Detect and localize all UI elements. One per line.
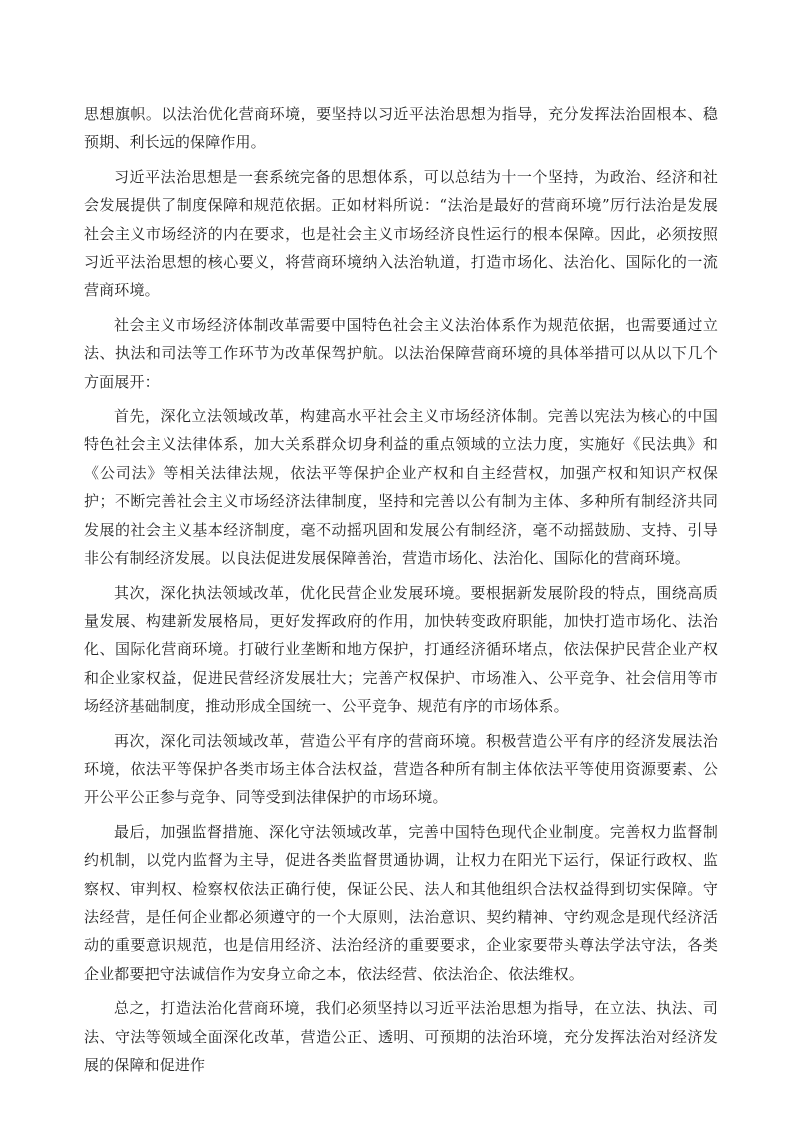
- paragraph-1: 思想旗帜。以法治优化营商环境，要坚持以习近平法治思想为指导，充分发挥法治固根本、稳预期、利长远的保障作用。: [84, 105, 718, 152]
- paragraph-7: 最后，加强监督措施、深化守法领域改革，完善中国特色现代企业制度。完善权力监督制约机制，以党内监督为主导，促进各类监督贯通协调，让权力在阳光下运行，保证行政权、监察权、审判权、检察权依法正确行使，保证公民、法人和其他组织合法权益得到切实保障。守法经营，是任何企业都必须遵守的一个大原则，法治意识、契约精神、守约观念是现代经济活动的重要意识规范，也是信用经济、法治经济的重要要求，企业家要带头尊法学法守法，各类企业都要把守法诚信作为安身立命之本，依法经营、依法治企、依法维权。: [84, 822, 718, 983]
- document-body: [84, 100, 718, 1085]
- paragraph-8: 总之，打造法治化营商环境，我们必须坚持以习近平法治思想为指导，在立法、执法、司法、守法等领域全面深化改革，营造公正、透明、可预期的法治环境，充分发挥法治对经济发展的保障和促进作: [84, 999, 718, 1074]
- paragraph-3: 社会主义市场经济体制改革需要中国特色社会主义法治体系作为规范依据，也需要通过立法、执法和司法等工作环节为改革保驾护航。以法治保障营商环境的具体举措可以从以下几个方面展开：: [84, 315, 718, 391]
- paragraph-2: 习近平法治思想是一套系统完备的思想体系，可以总结为十一个坚持，为政治、经济和社会发展提供了制度保障和规范依据。正如材料所说：“法治是最好的营商环境”厉行法治是发展社会主义市场经济的内在要求，也是社会主义市场经济良性运行的根本保障。因此，必须按照习近平法治思想的核心要义，将营商环境纳入法治轨道，打造市场化、法治化、国际化的一流营商环境。: [84, 167, 718, 300]
- paragraph-4: 首先，深化立法领域改革，构建高水平社会主义市场经济体制。完善以宪法为核心的中国特色社会主义法律体系，加大关系群众切身利益的重点领域的立法力度，实施好《民法典》和《公司法》等相关法律法规，依法平等保护企业产权和自主经营权，加强产权和知识产权保护；不断完善社会主义市场经济法律制度，坚持和完善以公有制为主体、多种所有制经济共同发展的社会主义基本经济制度，毫不动摇巩固和发展公有制经济，毫不动摇鼓励、支持、引导非公有制经济发展。以良法促进发展保障善治，营造市场化、法治化、国际化的营商环境。: [84, 407, 718, 568]
- paragraph-6: 再次，深化司法领域改革，营造公平有序的营商环境。积极营造公平有序的经济发展法治环境，依法平等保护各类市场主体合法权益，营造各种所有制主体依法平等使用资源要素、公开公平公正参与竞争、同等受到法律保护的市场环境。: [84, 731, 718, 807]
- paragraph-5: 其次，深化执法领域改革，优化民营企业发展环境。要根据新发展阶段的特点，围绕高质量发展、构建新发展格局，更好发挥政府的作用，加快转变政府职能，加快打造市场化、法治化、国际化营商环境。打破行业垄断和地方保护，打通经济循环堵点，依法保护民营企业产权和企业家权益，促进民营经济发展壮大；完善产权保护、市场准入、公平竞争、社会信用等市场经济基础制度，推动形成全国统一、公平竞争、规范有序的市场体系。: [84, 583, 718, 716]
